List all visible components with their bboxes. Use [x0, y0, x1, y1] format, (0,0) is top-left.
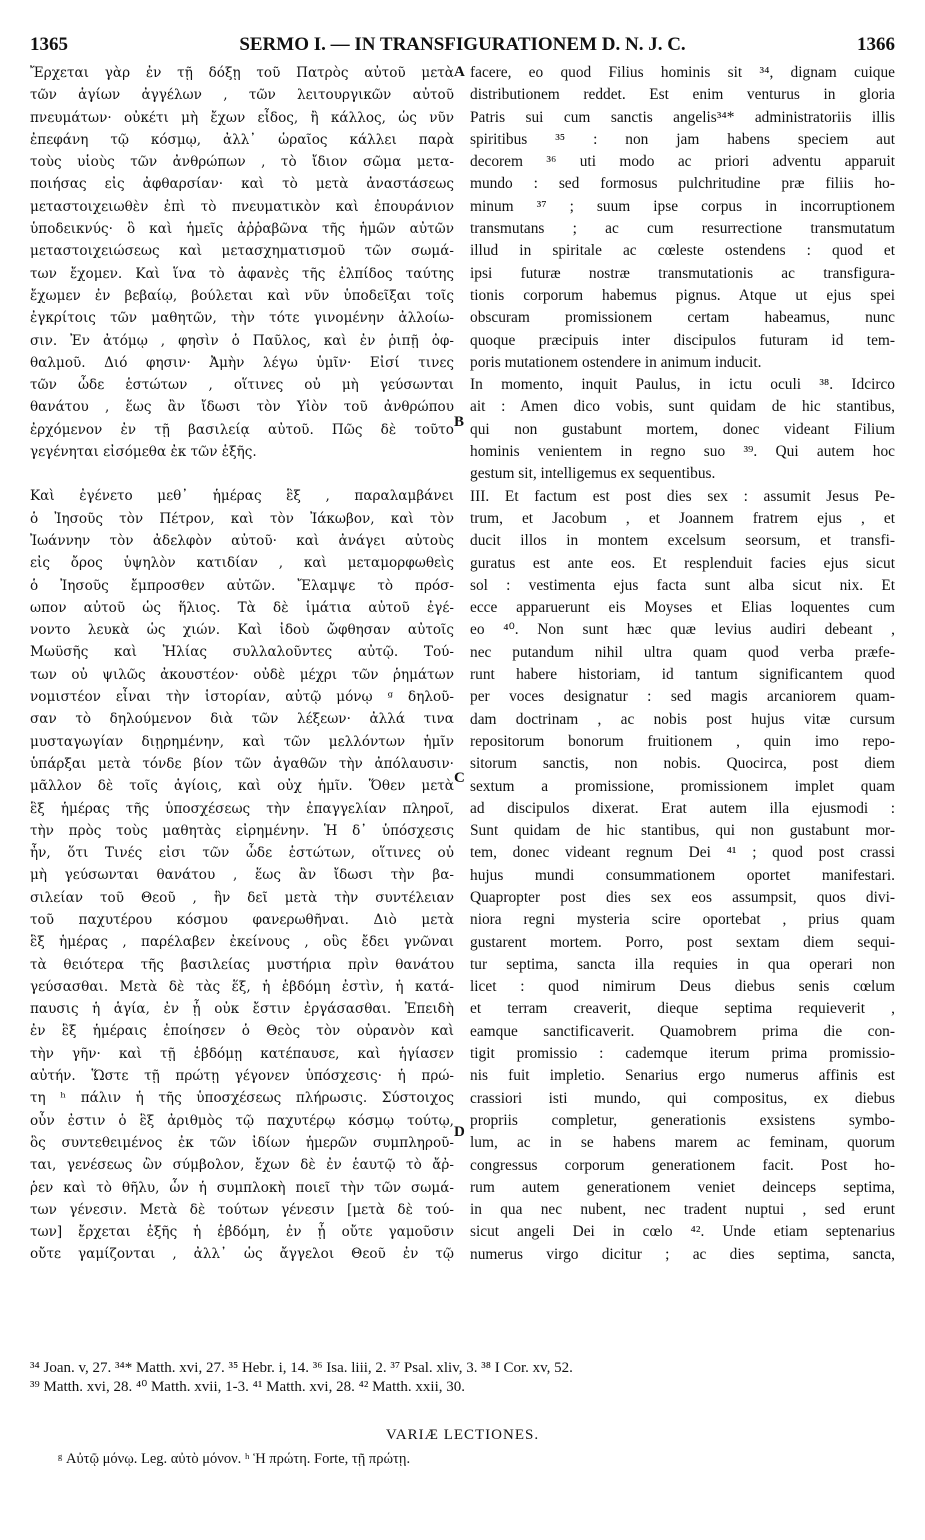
text-line: ipsi futuræ nostræ transmutationis ac transfigura- — [470, 264, 895, 282]
text-line: congressus corporum generationem facit. Post ho- — [470, 1156, 895, 1174]
text-line: των οὐ ψιλῶς ἀκουστέον· οὐδὲ μέχρι τῶν ῥημάτων — [30, 666, 454, 683]
text-line: Patris sui cum sanctis angelis³⁴* administratoriis illis — [470, 108, 895, 126]
text-line: ἐπεφάνη τῷ κόσμῳ, ἀλλ᾽ ὡραῖος κάλλει παρὰ — [30, 131, 454, 148]
text-line: ἐν ἓξ ἡμέραις ἐποίησεν ὁ Θεὸς τὸν οὐρανὸν καὶ — [30, 1023, 454, 1040]
page-number-right: 1366 — [857, 34, 895, 55]
text-line: αὐτήν. Ὥστε τῇ πρώτῃ γέγονεν ὑπόσχεσις· ἡ πρώ- — [30, 1068, 454, 1085]
text-line: ἔχωμεν ἐν βεβαίῳ, βούλεται καὶ νῦν ὑποδεῖξαι τοῖς — [30, 287, 454, 304]
text-line: ait : Amen dico vobis, sunt quidam de hic stantibus, — [470, 398, 895, 416]
text-line: ὁ Ἰησοῦς τὸν Πέτρον, καὶ τὸν Ἰάκωβον, καὶ τὸν — [30, 510, 454, 527]
text-line: μὴ γεύσωνται θανάτου , ἕως ἂν ἴδωσι τὴν βα- — [30, 867, 454, 884]
text-line: νοντο λευκὰ ὡς χιών. Καὶ ἰδοὺ ὤφθησαν αὐτοῖς — [30, 622, 454, 639]
text-line: τη ʰ πάλιν ἡ τῆς ὑποσχέσεως πλήρωσις. Σύστοιχος — [30, 1090, 454, 1107]
text-line: propriis completur, generationis exsistens symbo- — [470, 1111, 895, 1129]
text-line: θαλμοῦ. Διό φησιν· Ἀμὴν λέγω ὑμῖν· Εἰσί τινες — [30, 354, 454, 371]
text-line: sol : vestimenta ejus facta sunt alba sicut nix. Et — [470, 576, 895, 594]
text-line: οὖν ἐστιν ὁ ἓξ ἀριθμὸς τῷ παχυτέρῳ κόσμῳ τούτῳ, — [30, 1112, 454, 1129]
text-line: licet : quod nimirum Deus diebus senis cœlum — [470, 978, 895, 996]
footnote-line: ³⁴ Joan. v, 27. ³⁴* Matth. xvi, 27. ³⁵ Hebr. i, 14. ³⁶ Isa. liii, 2. ³⁷ Psal. xliv, 3. ³⁸ I Cor. xv, 52. — [30, 1360, 573, 1376]
text-line: crassiori isti mundo, qui compositus, ex diebus — [470, 1089, 895, 1107]
text-line: Μωϋσῆς καὶ Ἠλίας συλλαλοῦντες αὐτῷ. Τού- — [30, 644, 454, 661]
text-line: hominis venientem in regno suo ³⁹. Qui autem hoc — [470, 443, 895, 461]
text-line: runt habere historiam, id tantum significantem quod — [470, 666, 895, 684]
text-line: transmutans ; ac cum resurrectione transmutatum — [470, 220, 895, 238]
text-line: ται, γενέσεως ὢν σύμβολον, ἔχων δὲ ἐν ἑαυτῷ τὸ ἄῤ- — [30, 1157, 454, 1174]
text-line: σιλείαν τοῦ Θεοῦ , ἣν δεῖ μετὰ τὴν συντέλειαν — [30, 889, 454, 906]
text-line: sextum a promissione, promissionem implet quam — [470, 777, 895, 795]
running-title: SERMO I. — IN TRANSFIGURATIONEM D. N. J. C. — [239, 34, 686, 55]
text-line: σαν τὸ δηλούμενον διὰ τῶν λέξεων· ἀλλά τινα — [30, 711, 454, 728]
text-line: illud in spiritale ac cœleste ostendens : quod et — [470, 242, 895, 260]
text-line: tigit promissio : cademque iterum prima promissio- — [470, 1045, 895, 1063]
text-line: θανάτου , ἕως ἂν ἴδωσι τὸν Υἱὸν τοῦ ἀνθρώπου — [30, 399, 454, 416]
footnotes — [30, 1360, 895, 1396]
text-line: sicut angeli Dei in cœlo ⁴². Unde etiam septenarius — [470, 1223, 895, 1241]
variae-lectiones-text: ᵍ Αὐτῷ μόνῳ. Leg. αὐτὸ μόνον. ʰ Ἡ πρώτη. Forte, τῇ πρώτῃ. — [58, 1451, 411, 1467]
text-line: spiritibus ³⁵ : non jam habens speciem aut — [470, 130, 895, 148]
text-line: τὴν πρὸς τοὺς μαθητὰς εἰρημένην. Ἡ δ᾽ ὑπόσχεσις — [30, 822, 454, 839]
text-line: τῶν ὧδε ἑστώτων , οἵτινες οὐ μὴ γεύσωνται — [30, 377, 454, 394]
text-line: γεγένηται εἰσόμεθα ἐκ τῶν ἑξῆς. — [30, 444, 257, 461]
text-line: ωπον αὐτοῦ ὡς ἥλιος. Τὰ δὲ ἱμάτια αὐτοῦ ἐγέ- — [30, 599, 454, 616]
greek-column — [30, 62, 454, 1266]
text-line: ὑπάρξαι μετὰ τόνδε βίον τῶν ἀγαθῶν τὴν ἀπόλαυσιν· — [30, 755, 454, 772]
margin-letter-a: A — [454, 64, 465, 80]
text-line: rum autem generationem veniet deinceps septima, — [470, 1178, 895, 1196]
text-line: ποιήσας εἰς ἀφθαρσίαν· καὶ τὸ μετὰ ἀναστάσεως — [30, 176, 454, 193]
text-line: Sunt quidam de hic stantibus, qui non gustabunt mor- — [470, 822, 895, 840]
text-line: σιν. Ἐν ἀτόμῳ , φησὶν ὁ Παῦλος, καὶ ἐν ῥιπῇ ὀφ- — [30, 332, 454, 349]
text-line: ἓξ ἡμέρας , παρέλαβεν ἐκείνους , οὓς ἔδει γνῶναι — [30, 934, 454, 951]
text-line: Καὶ ἐγένετο μεθ᾽ ἡμέρας ἓξ , παραλαμβάνει — [30, 488, 454, 505]
margin-letter-b: B — [454, 414, 465, 430]
text-line: νομιστέον εἶναι τὴν ἱστορίαν, αὐτῷ μόνῳ ᵍ δηλοῦ- — [30, 689, 454, 706]
text-line: τὰ θειότερα τῆς βασιλείας μυστήρια πρὶν θανάτου — [30, 956, 454, 973]
text-line: sitorum sanctis, non nobis. Quocirca, post diem — [470, 755, 895, 773]
text-line: gustarent mortem. Porro, post sextam diem sequi- — [470, 933, 895, 951]
text-line: ἐρχόμενον ἐν τῇ βασιλείᾳ αὐτοῦ. Πῶς δὲ τοῦτο — [30, 421, 454, 438]
text-line: ῥεν καὶ τὸ θῆλυ, ὧν ἡ συμπλοκὴ ποιεῖ τὴν τῶν σωμά- — [30, 1179, 454, 1196]
text-line: eamque sanctificaverit. Quamobrem prima die con- — [470, 1022, 895, 1040]
text-line: των ἔχομεν. Καὶ ἵνα τὸ ἀφανὲς τῆς ἐλπίδος ταύτης — [30, 265, 454, 282]
text-line: per voces designatur : sed magis arcaniorem quam- — [470, 688, 895, 706]
text-line: ecce apparuerunt eis Moyses et Elias loquentes cum — [470, 599, 895, 617]
text-line: nec putandum nihil ultra quam quod verba præfe- — [470, 643, 895, 661]
text-line: των γένεσιν. Μετὰ δὲ τούτων γένεσιν [μετὰ δὲ τού- — [30, 1201, 454, 1218]
text-line: trum, et Jacobum , et Joannem fratrem ejus , et — [470, 509, 895, 527]
text-line: quoque præcipuis inter discipulos futuram id tem- — [470, 331, 895, 349]
latin-column — [470, 62, 895, 1266]
text-line: obscuram promissionem certam habeamus, nunc — [470, 309, 895, 327]
text-line: ὑποδεικνύς· ὃ καὶ ἡμεῖς ἀῤῥαβῶνα τῆς ἡμῶν αὐτῶν — [30, 221, 454, 238]
text-line: ὁ Ἰησοῦς ἔμπροσθεν αὐτῶν. Ἔλαμψε τὸ πρόσ- — [30, 577, 454, 594]
text-line: παυσις ἡ ἁγία, ἐν ᾗ οὐκ ἔστιν ἐργάσασθαι. Ἐπειδὴ — [30, 1001, 454, 1018]
text-line: γεύσασθαι. Μετὰ δὲ τὰς ἕξ, ἡ ἑβδόμη ἐστὶν, ἡ κατά- — [30, 978, 454, 995]
text-line: distributionem reddet. Est enim venturus in gloria — [470, 86, 895, 104]
margin-letter-d: D — [454, 1124, 465, 1140]
text-line: ἐγκρίτοις τῶν μαθητῶν, τὴν τότε γινομένην ἀλλοίω- — [30, 310, 454, 327]
text-line: τὴν γῆν· καὶ τῇ ἑβδόμῃ κατέπαυσε, καὶ ἡγίασεν — [30, 1045, 454, 1062]
text-line: et terram creaverit, dieque septima requieverit , — [470, 1000, 895, 1018]
paragraph-gap — [30, 463, 454, 485]
footnote-line: ³⁹ Matth. xvi, 28. ⁴⁰ Matth. xvii, 1-3. ⁴¹ Matth. xvi, 28. ⁴² Matth. xxii, 30. — [30, 1379, 465, 1395]
text-line: gestum sit, intelligemus ex sequentibus. — [470, 465, 716, 483]
text-line: μᾶλλον δὲ τοῖς ἁγίοις, καὶ οὐχ ἡμῖν. Ὅθεν μετὰ — [30, 778, 454, 795]
text-line: qui non gustabunt mortem, donec videant Filium — [470, 420, 895, 438]
text-line: repositorum bonorum fruitionem , quin imo repo- — [470, 732, 895, 750]
variae-lectiones-heading: VARIÆ LECTIONES. — [385, 1427, 540, 1443]
text-line: μεταστοιχειωθὲν ἐπὶ τὸ πνευματικὸν καὶ ἐπουράνιον — [30, 198, 454, 215]
text-line: πνευμάτων· οὐκέτι μὴ ἔχων εἶδος, ἢ κάλλος, ὡς νῦν — [30, 109, 454, 126]
text-line: τοὺς υἱοὺς τῶν ἀνθρώπων , τὸ ἴδιον σῶμα μετα- — [30, 154, 454, 171]
text-line: ducit illos in montem excelsum seorsum, et transfi- — [470, 532, 895, 550]
text-line: dam doctrinam , ac nobis post hujus vitæ cursum — [470, 710, 895, 728]
text-line: ὃς συντεθειμένος ἐκ τῶν ἰδίων ἡμερῶν συμπληροῦ- — [30, 1134, 454, 1151]
text-line: In momento, inquit Paulus, in ictu oculi ³⁸. Idcirco — [470, 376, 895, 394]
text-line: ἓξ ἡμέρας τῆς ὑποσχέσεως τὴν ἐπαγγελίαν πληροῖ, — [30, 800, 454, 817]
text-line: tionis corporum habemus pignus. Atque ut ejus spei — [470, 286, 895, 304]
text-line: οὔτε γαμίζονται , ἀλλ᾽ ὡς ἄγγελοι Θεοῦ ἐν τῷ — [30, 1246, 454, 1263]
text-line: Ἔρχεται γὰρ ἐν τῇ δόξῃ τοῦ Πατρὸς αὐτοῦ μετὰ — [30, 65, 454, 81]
text-line: poris mutationem ostendere in animum inducit. — [470, 353, 762, 371]
page-header — [30, 34, 895, 60]
page-number-left: 1365 — [30, 34, 68, 55]
text-line: eo ⁴⁰. Non sunt hæc quæ levius audiri debeant , — [470, 621, 895, 639]
text-line: facere, eo quod Filius hominis sit ³⁴, dignam cuique — [470, 64, 895, 81]
text-line: in qua nec nubent, nec tradent nuptui , sed erunt — [470, 1201, 895, 1219]
text-line: III. Et factum est post dies sex : assumit Jesus Pe- — [470, 487, 895, 505]
text-line: decorem ³⁶ uti modo ac priori adventu apparuit — [470, 153, 895, 171]
text-line: τῶν ἁγίων ἀγγέλων , τῶν λειτουργικῶν αὐτοῦ — [30, 87, 454, 104]
margin-letter-c: C — [454, 770, 465, 786]
text-line: numerus virgo dicitur ; ac dies septima, sancta, — [470, 1245, 895, 1263]
text-line: minum ³⁷ ; suum ipse corpus in incorruptionem — [470, 197, 895, 215]
text-line: Ἰωάννην τὸν ἀδελφὸν αὐτοῦ· καὶ ἀνάγει αὐτοὺς — [30, 532, 454, 549]
text-line: ἦν, ὅτι Τινές εἰσι τῶν ὧδε ἑστώτων, οἵτινες οὐ — [30, 845, 454, 862]
text-line: ad discipulos dixerat. Erat autem illa ejusmodi : — [470, 799, 895, 817]
text-line: mundo : sed formosus pulchritudine præ filiis ho- — [470, 175, 895, 193]
text-line: tur septima, sancta illa requies in qua operari non — [470, 955, 895, 973]
text-line: lum, ac in se habens marem ac feminam, quorum — [470, 1134, 895, 1152]
text-line: μυσταγωγίαν διῃρημένην, καὶ τῶν μελλόντων ἡμῖν — [30, 733, 454, 750]
text-line: tem, donec videant regnum Dei ⁴¹ ; quod post crassi — [470, 844, 895, 862]
text-line: guratus est ante eos. Et resplenduit facies ejus sicut — [470, 554, 895, 572]
text-line: μεταστοιχειώσεως καὶ μετασχηματισμοῦ τῶν σωμά- — [30, 243, 454, 260]
text-line: Quapropter post dies sex eos assumpsit, quos divi- — [470, 888, 895, 906]
text-line: εἰς ὄρος ὑψηλὸν κατιδίαν , καὶ μεταμορφωθεὶς — [30, 555, 454, 572]
text-line: nis fuit impletio. Senarius ergo numerus affinis est — [470, 1067, 895, 1085]
text-line: hujus mundi consummationem oportet manifestari. — [470, 866, 895, 884]
text-line: niora regni mysteria scire oportebat , prius quam — [470, 911, 895, 929]
text-line: των] ἔρχεται ἑξῆς ἡ ἑβδόμη, ἐν ᾗ οὔτε γαμοῦσιν — [30, 1224, 454, 1241]
text-line: τοῦ παχυτέρου κόσμου φανερωθῆναι. Διὸ μετὰ — [30, 911, 454, 928]
